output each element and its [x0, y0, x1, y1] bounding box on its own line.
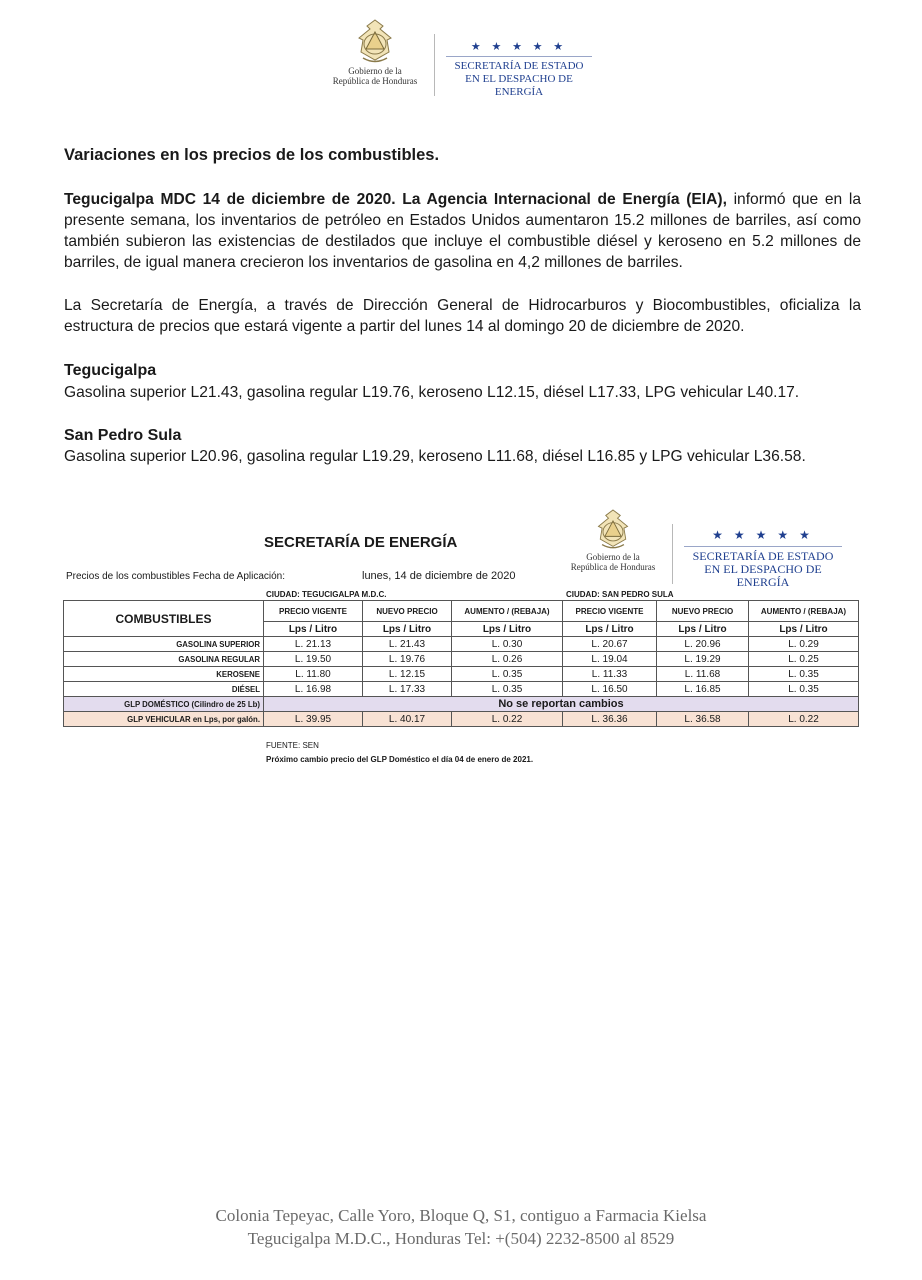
table-header-row [64, 601, 859, 622]
price-cell: L. 0.22 [749, 712, 859, 727]
price-cell: L. 21.13 [264, 637, 363, 652]
price-cell: L. 20.67 [563, 637, 657, 652]
price-cell: L. 19.04 [563, 652, 657, 667]
col-header: NUEVO PRECIO [363, 601, 452, 622]
unit-cell: Lps / Litro [264, 622, 363, 637]
price-cell: L. 11.68 [657, 667, 749, 682]
price-cell: L. 0.30 [452, 637, 563, 652]
fuel-price-table [63, 600, 859, 727]
price-cell: L. 11.33 [563, 667, 657, 682]
price-cell: L. 40.17 [363, 712, 452, 727]
table-sede-line2: EN EL DESPACHO DE ENERGÍA [704, 562, 822, 589]
header-divider [434, 34, 435, 96]
honduras-coat-of-arms-icon [593, 508, 633, 552]
city-label-san-pedro-sula: CIUDAD: SAN PEDRO SULA [566, 590, 674, 599]
paragraph-1-body: informó que en la presente semana, los inventarios de petróleo en Estados Unidos aumentaron 15.2 millones de barriles, así como también subieron las existencias de destilados que incluye el combustible diésel y keroseno en 5.2 millones de barriles, de igual manera crecieron los inventarios de gasolina en 4,2 millones de barriles. [64, 191, 861, 271]
price-cell: L. 17.33 [363, 682, 452, 697]
glp-domestic-row [64, 697, 859, 712]
price-cell: L. 16.85 [657, 682, 749, 697]
table-stars-icon: ★ ★ ★ ★ ★ [712, 528, 814, 542]
col-header: NUEVO PRECIO [657, 601, 749, 622]
col-combustibles-header: COMBUSTIBLES [64, 601, 264, 637]
price-cell: L. 21.43 [363, 637, 452, 652]
price-cell: L. 39.95 [264, 712, 363, 727]
unit-cell: Lps / Litro [749, 622, 859, 637]
tegucigalpa-prices: Gasolina superior L21.43, gasolina regular L19.76, keroseno L12.15, diésel L17.33, LPG vehicular L40.17. [64, 384, 800, 401]
article-paragraph-2: La Secretaría de Energía, a través de Dirección General de Hidrocarburos y Biocombustibles, oficializa la estructura de precios que estará vigente a partir del lunes 14 al domingo 20 de diciembre de 2020. [64, 297, 861, 335]
price-cell: L. 20.96 [657, 637, 749, 652]
price-cell: L. 36.36 [563, 712, 657, 727]
unit-cell: Lps / Litro [657, 622, 749, 637]
fuel-name: KEROSENE [64, 667, 264, 682]
price-table-title: SECRETARÍA DE ENERGÍA [264, 534, 458, 551]
sede-line1: SECRETARÍA DE ESTADO [454, 60, 584, 72]
gov-caption-line2: República de Honduras [332, 76, 418, 86]
fuel-name: DIÉSEL [64, 682, 264, 697]
sede-rule [446, 56, 592, 57]
table-row [64, 637, 859, 652]
footer-contact: Tegucigalpa M.D.C., Honduras Tel: +(504) 2232-8500 al 8529 [247, 1229, 675, 1248]
gov-caption-line1: Gobierno de la [348, 66, 402, 76]
fuel-name: GASOLINA SUPERIOR [64, 637, 264, 652]
unit-cell: Lps / Litro [563, 622, 657, 637]
price-cell: L. 19.50 [264, 652, 363, 667]
table-gov-caption-line2: República de Honduras [570, 562, 656, 572]
price-cell: L. 0.26 [452, 652, 563, 667]
price-cell: L. 0.35 [452, 682, 563, 697]
table-row [64, 682, 859, 697]
application-date-label: Precios de los combustibles Fecha de Aplicación: [66, 571, 286, 582]
city-label-tegucigalpa: CIUDAD: TEGUCIGALPA M.D.C. [266, 590, 387, 599]
price-cell: L. 16.50 [563, 682, 657, 697]
price-cell: L. 12.15 [363, 667, 452, 682]
sede-line2: EN EL DESPACHO DE ENERGÍA [465, 73, 573, 98]
price-cell: L. 0.22 [452, 712, 563, 727]
unit-cell: Lps / Litro [363, 622, 452, 637]
honduras-coat-of-arms-icon [353, 18, 397, 66]
price-cell: L. 0.25 [749, 652, 859, 667]
price-cell: L. 19.29 [657, 652, 749, 667]
stars-icon: ★ ★ ★ ★ ★ [470, 41, 568, 53]
paragraph-1-lead: Tegucigalpa MDC 14 de diciembre de 2020. La Agencia Internacional de Energía (EIA), [64, 191, 727, 208]
glp-vehicular-row [64, 712, 859, 727]
table-sede-rule [684, 546, 842, 547]
table-gov-caption-line1: Gobierno de la [586, 552, 640, 562]
article-title: Variaciones en los precios de los combustibles. [64, 146, 440, 164]
table-row [64, 667, 859, 682]
table-header-divider [672, 524, 673, 584]
price-cell: L. 0.35 [749, 667, 859, 682]
price-cell: L. 0.35 [452, 667, 563, 682]
col-header: PRECIO VIGENTE [264, 601, 363, 622]
fuel-name: GLP VEHICULAR en Lps, por galón. [64, 712, 264, 727]
secretaria-logo [440, 40, 598, 99]
col-header: AUMENTO / (REBAJA) [452, 601, 563, 622]
col-header: PRECIO VIGENTE [563, 601, 657, 622]
footer-address: Colonia Tepeyac, Calle Yoro, Bloque Q, S1, contiguo a Farmacia Kielsa [215, 1206, 707, 1225]
tegucigalpa-heading: Tegucigalpa [64, 362, 157, 379]
table-secretaria-logo [678, 528, 848, 589]
price-cell: L. 19.76 [363, 652, 452, 667]
table-row [64, 652, 859, 667]
unit-cell: Lps / Litro [452, 622, 563, 637]
fuel-name: GASOLINA REGULAR [64, 652, 264, 667]
price-cell: L. 36.58 [657, 712, 749, 727]
application-date: lunes, 14 de diciembre de 2020 [362, 570, 516, 582]
table-sede-line1: SECRETARÍA DE ESTADO [692, 549, 834, 563]
next-change-note: Próximo cambio precio del GLP Doméstico el día 04 de enero de 2021. [266, 755, 534, 764]
article-paragraph-1 [64, 189, 861, 273]
table-source-note: FUENTE: SEN [266, 741, 319, 750]
government-logo [318, 18, 432, 86]
table-government-logo [556, 508, 670, 572]
price-cell: L. 0.29 [749, 637, 859, 652]
no-change-note: No se reportan cambios [264, 697, 859, 712]
price-cell: L. 0.35 [749, 682, 859, 697]
price-cell: L. 16.98 [264, 682, 363, 697]
price-cell: L. 11.80 [264, 667, 363, 682]
fuel-name: GLP DOMÉSTICO (Cilindro de 25 Lb) [64, 697, 264, 712]
san-pedro-sula-heading: San Pedro Sula [64, 427, 182, 444]
san-pedro-sula-prices: Gasolina superior L20.96, gasolina regular L19.29, keroseno L11.68, diésel L16.85 y LPG vehicular L36.58. [64, 448, 806, 465]
col-header: AUMENTO / (REBAJA) [749, 601, 859, 622]
